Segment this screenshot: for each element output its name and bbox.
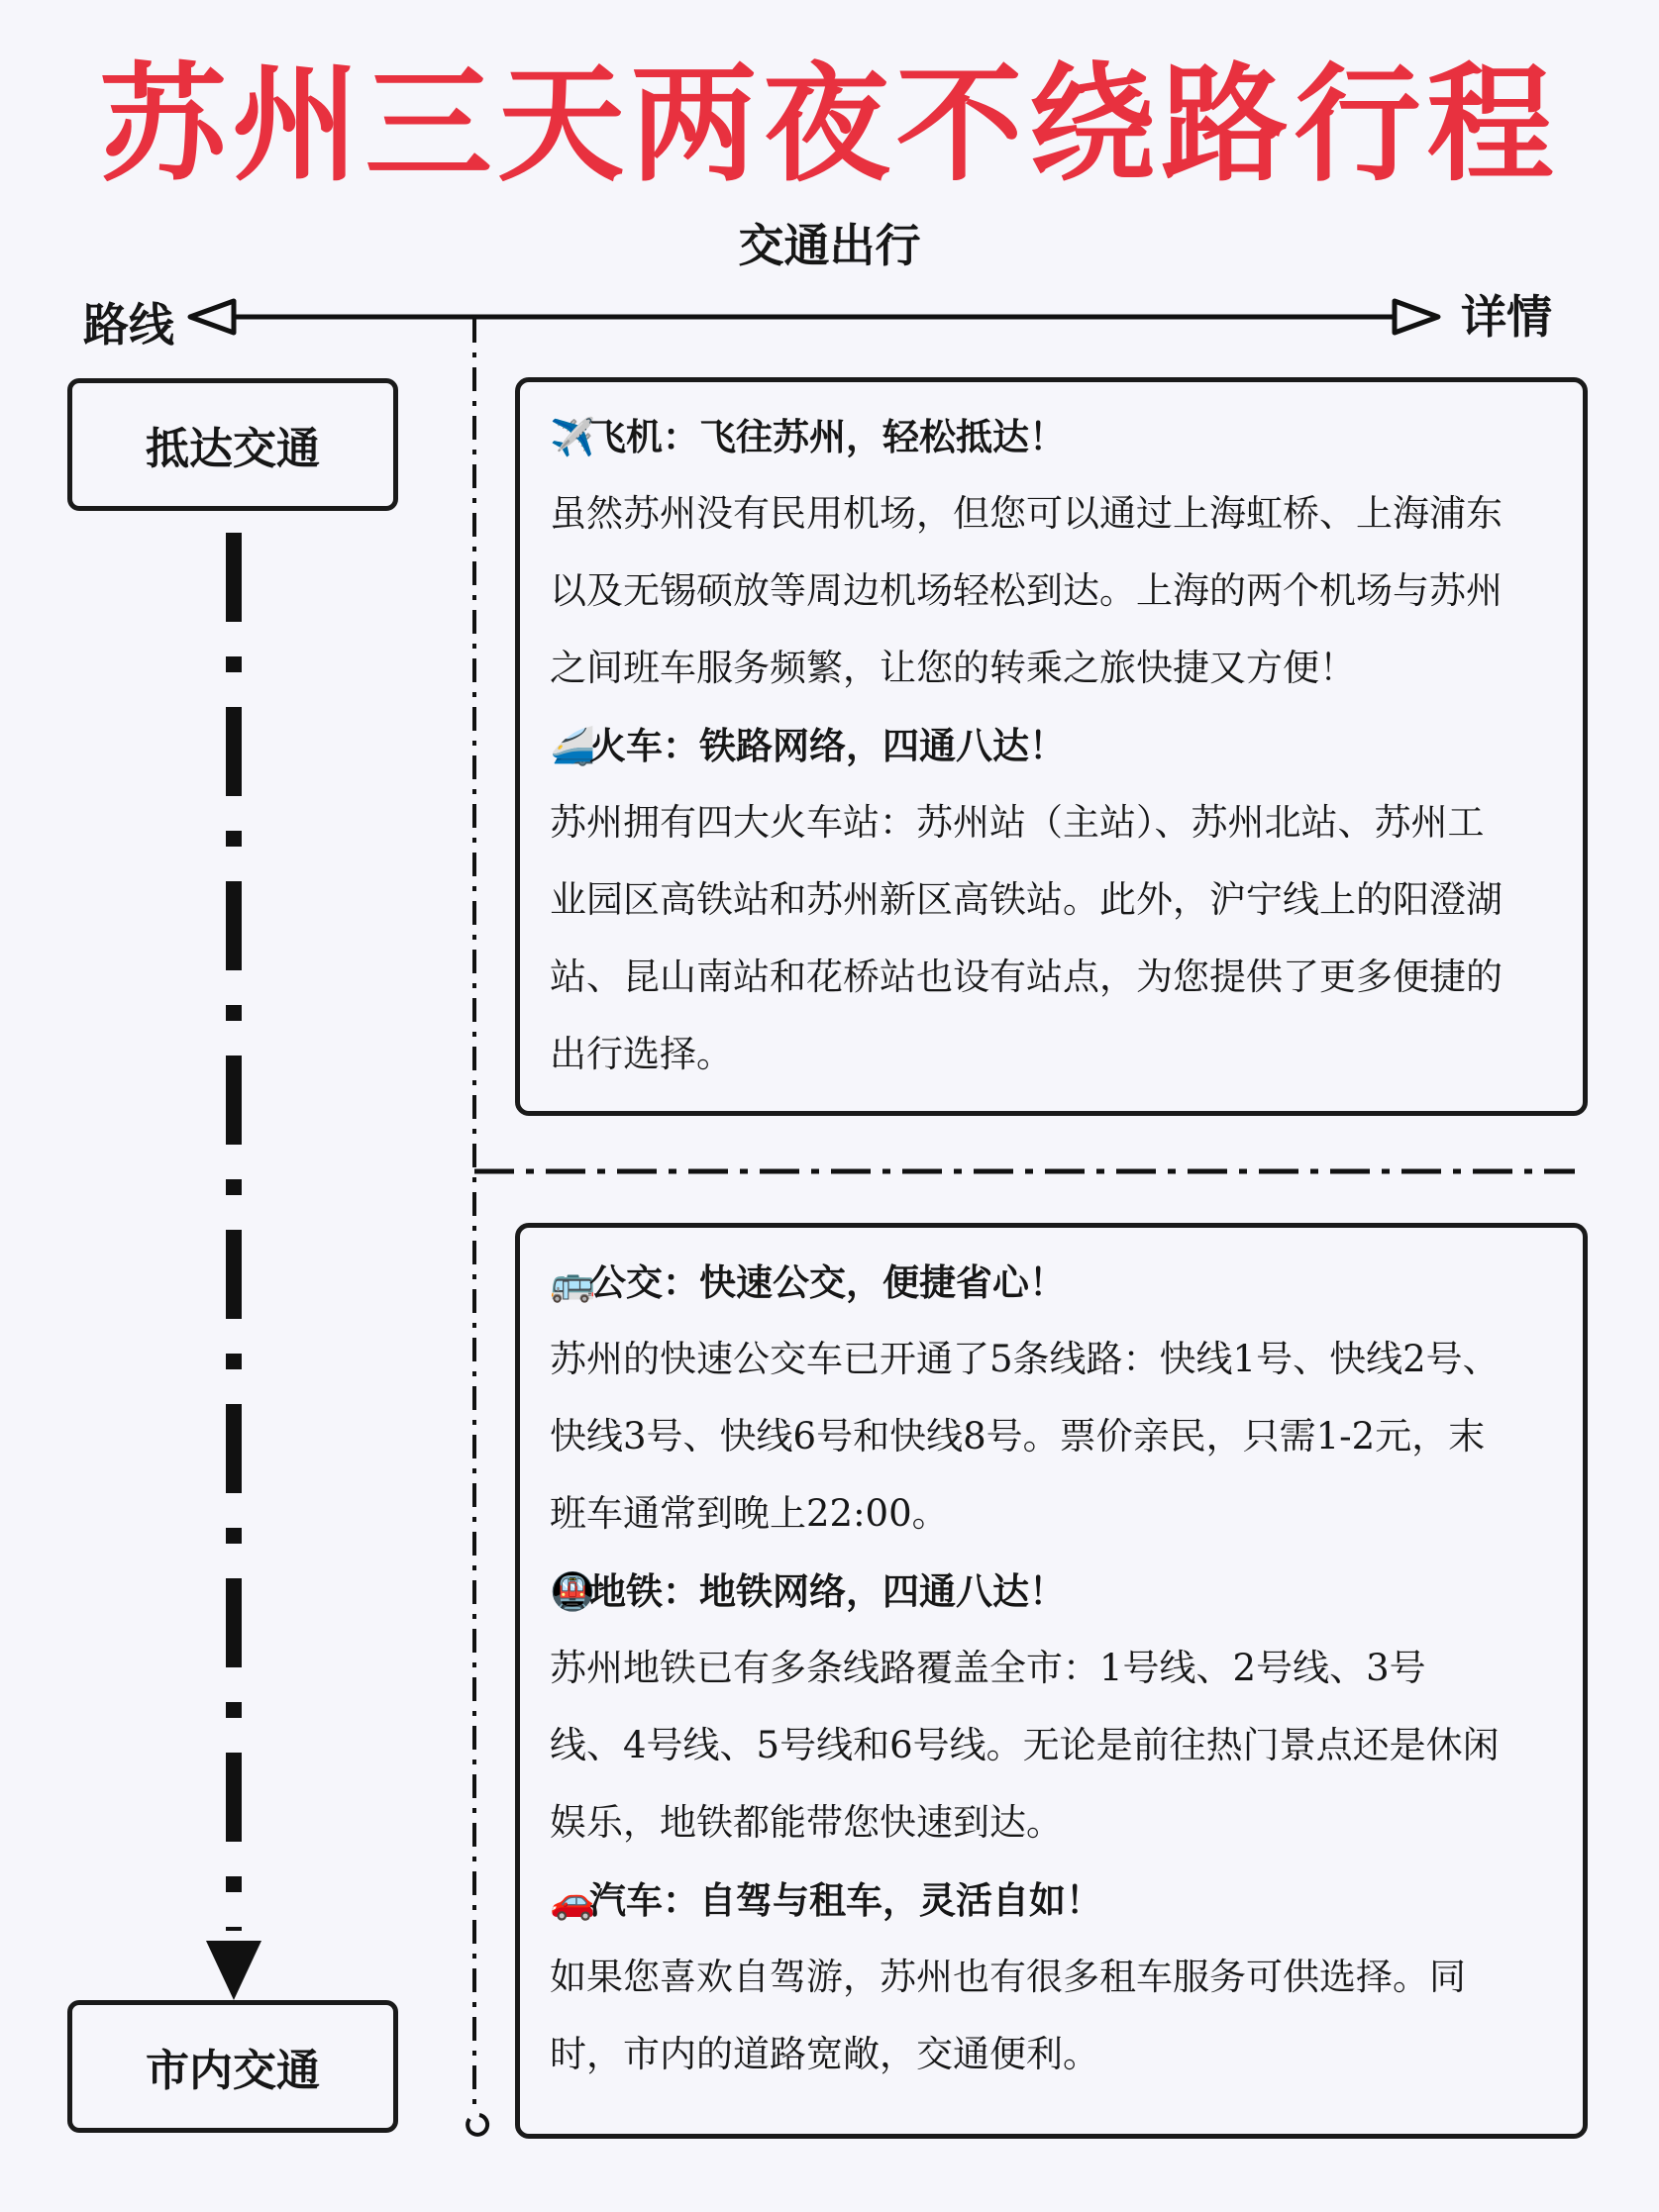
- bus-heading: 公交：快速公交，便捷省心！: [589, 1260, 1066, 1304]
- metro-text-line: 娱乐，地铁都能带您快速到达。: [550, 1801, 1063, 1844]
- train-text-line: 出行选择。: [550, 1033, 733, 1075]
- car-heading: 汽车：自驾与租车，灵活自如！: [589, 1878, 1102, 1922]
- plane-text-line: 虽然苏州没有民用机场，但您可以通过上海虹桥、上海浦东: [550, 492, 1503, 535]
- car-text-line: 时，市内的道路宽敞，交通便利。: [550, 2033, 1099, 2075]
- axis-right-label: 详情: [1461, 290, 1552, 344]
- plane-heading-row: [550, 398, 1555, 475]
- metro-heading: 地铁：地铁网络，四通八达！: [589, 1569, 1066, 1613]
- bus-text-line: 快线3号、快线6号和快线8号。票价亲民，只需1-2元，末: [550, 1415, 1486, 1458]
- metro-icon: 🚇: [550, 1569, 596, 1613]
- node-arrival-transport: 抵达交通: [67, 378, 398, 511]
- car-text-line: 如果您喜欢自驾游，苏州也有很多租车服务可供选择。同: [550, 1956, 1466, 1998]
- axis-left-label: 路线: [83, 298, 174, 352]
- route-arrowhead: [206, 1941, 261, 2000]
- divider-end-curl: [467, 2115, 487, 2135]
- car-icon: 🚗: [550, 1878, 596, 1922]
- metro-heading-row: [550, 1553, 1555, 1630]
- axis-left-arrowhead: [190, 301, 234, 333]
- train-icon: 🚄: [550, 724, 596, 767]
- train-text-line: 站、昆山南站和花桥站也设有站点，为您提供了更多便捷的: [550, 955, 1503, 998]
- plane-icon: ✈️: [550, 415, 596, 458]
- bus-heading-row: [550, 1244, 1555, 1321]
- car-heading-row: [550, 1861, 1555, 1939]
- train-heading-row: [550, 707, 1555, 784]
- arrival-details-card: [515, 377, 1588, 1116]
- node-city-transport: 市内交通: [67, 2000, 398, 2133]
- metro-text-line: 苏州地铁已有多条线路覆盖全市：1号线、2号线、3号: [550, 1647, 1426, 1689]
- axis-right-arrowhead: [1395, 301, 1438, 333]
- plane-text-line: 之间班车服务频繁，让您的转乘之旅快捷又方便！: [550, 647, 1356, 689]
- page-title: 苏州三天两夜不绕路行程: [99, 51, 1560, 199]
- train-text-line: 业园区高铁站和苏州新区高铁站。此外，沪宁线上的阳澄湖: [550, 878, 1503, 921]
- metro-text-line: 线、4号线、5号线和6号线。无论是前往热门景点还是休闲: [550, 1724, 1500, 1766]
- train-text-line: 苏州拥有四大火车站：苏州站（主站）、苏州北站、苏州工: [550, 801, 1485, 844]
- plane-text-line: 以及无锡硕放等周边机场轻松到达。上海的两个机场与苏州: [550, 569, 1503, 612]
- city-details-card: [515, 1223, 1588, 2139]
- section-subtitle: 交通出行: [738, 219, 921, 272]
- bus-text-line: 班车通常到晚上22:00。: [550, 1492, 949, 1535]
- plane-heading: 飞机：飞往苏州，轻松抵达！: [589, 415, 1066, 458]
- train-heading: 火车：铁路网络，四通八达！: [589, 724, 1066, 767]
- bus-text-line: 苏州的快速公交车已开通了5条线路：快线1号、快线2号、: [550, 1338, 1500, 1380]
- bus-icon: 🚌: [550, 1260, 596, 1304]
